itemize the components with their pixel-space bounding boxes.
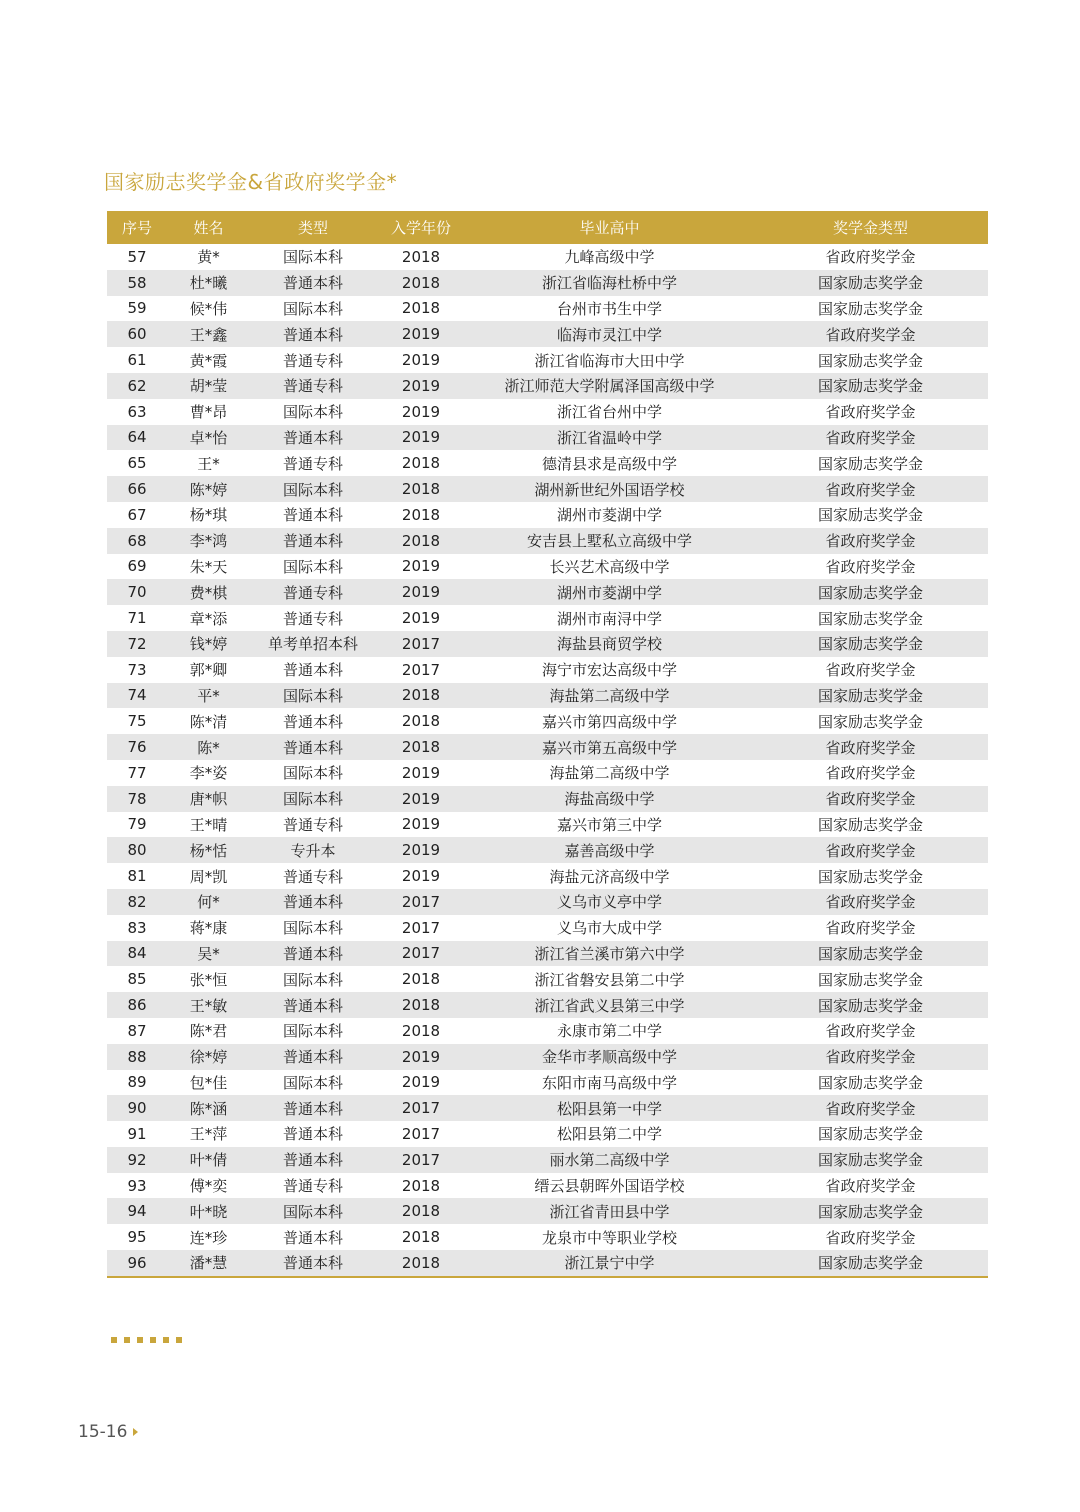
cell-name: 章*添 [189, 609, 228, 628]
cell-scholarship-type: 国家励志奖学金 [817, 1125, 923, 1144]
header-scholarship-type: 奖学金类型 [753, 211, 988, 244]
header-high-school: 毕业高中 [466, 211, 753, 244]
cell-type: 普通本科 [282, 1125, 343, 1144]
cell-scholarship-type: 国家励志奖学金 [817, 609, 923, 628]
cell-enroll-year: 2019 [401, 867, 441, 886]
cell-high-school: 浙江景宁中学 [466, 1250, 753, 1276]
cell-enroll-year: 2019 [376, 321, 466, 347]
cell-high-school: 龙泉市中等职业学校 [541, 1228, 677, 1247]
header-index: 序号 [107, 211, 167, 244]
cell-high-school: 浙江省临海杜桥中学 [466, 270, 753, 296]
cell-index: 66 [107, 476, 167, 502]
cell-index: 69 [127, 557, 147, 576]
cell-name: 徐*婷 [167, 1044, 250, 1070]
cell-high-school: 湖州市南浔中学 [556, 609, 662, 628]
cell-enroll-year: 2019 [401, 609, 441, 628]
cell-name: 朱*天 [189, 557, 228, 576]
cell-enroll-year: 2018 [401, 505, 441, 524]
cell-index: 95 [127, 1228, 147, 1247]
table-row [107, 992, 988, 1018]
table-row [107, 1224, 988, 1250]
cell-type: 国际本科 [250, 786, 376, 812]
cell-name: 杨*琪 [189, 506, 228, 525]
cell-scholarship-type: 国家励志奖学金 [753, 270, 988, 296]
cell-type: 国际本科 [282, 970, 343, 989]
cell-enroll-year: 2018 [376, 683, 466, 709]
table-row [107, 476, 988, 502]
cell-index: 64 [107, 425, 167, 451]
cell-high-school: 嘉兴市第四高级中学 [541, 712, 677, 731]
cell-enroll-year: 2018 [376, 734, 466, 760]
cell-enroll-year: 2019 [401, 763, 441, 782]
cell-name: 张*恒 [189, 970, 228, 989]
cell-scholarship-type: 省政府奖学金 [753, 476, 988, 502]
cell-name: 陈*清 [189, 712, 228, 731]
cell-type: 普通本科 [250, 1095, 376, 1121]
cell-enroll-year: 2019 [401, 402, 441, 421]
cell-high-school: 长兴艺术高级中学 [549, 557, 670, 576]
table-header-row [107, 211, 988, 244]
cell-enroll-year: 2019 [376, 1044, 466, 1070]
cell-type: 国际本科 [282, 248, 343, 267]
cell-scholarship-type: 省政府奖学金 [825, 919, 916, 938]
table-row [107, 373, 988, 399]
cell-name: 曹*昂 [189, 403, 228, 422]
page-number [78, 1422, 138, 1442]
cell-scholarship-type: 省政府奖学金 [825, 764, 916, 783]
table-row [107, 399, 988, 425]
table-row [107, 347, 988, 373]
table-row [107, 683, 988, 709]
cell-high-school: 松阳县第一中学 [466, 1095, 753, 1121]
cell-high-school: 浙江省青田县中学 [466, 1198, 753, 1224]
table-row [107, 1044, 988, 1070]
table-row [107, 1173, 988, 1199]
cell-index: 61 [127, 351, 147, 370]
cell-high-school: 浙江省武义县第三中学 [466, 992, 753, 1018]
cell-type: 国际本科 [282, 403, 343, 422]
cell-scholarship-type: 省政府奖学金 [753, 837, 988, 863]
cell-index: 74 [107, 683, 167, 709]
table-row [107, 863, 988, 889]
cell-scholarship-type: 国家励志奖学金 [753, 1250, 988, 1276]
table-row [107, 915, 988, 941]
cell-scholarship-type: 国家励志奖学金 [753, 373, 988, 399]
cell-enroll-year: 2019 [401, 815, 441, 834]
cell-scholarship-type: 国家励志奖学金 [817, 970, 923, 989]
table-row [107, 1070, 988, 1096]
cell-high-school: 丽水第二高级中学 [466, 1147, 753, 1173]
table-row [107, 1250, 988, 1276]
page-number-text: 15-16 [78, 1422, 128, 1442]
cell-index: 73 [127, 660, 147, 679]
cell-index: 65 [127, 454, 147, 473]
cell-index: 89 [127, 1073, 147, 1092]
cell-high-school: 德清县求是高级中学 [541, 454, 677, 473]
cell-scholarship-type: 国家励志奖学金 [753, 579, 988, 605]
cell-name: 胡*莹 [167, 373, 250, 399]
header-name: 姓名 [167, 211, 250, 244]
cell-enroll-year: 2018 [401, 299, 441, 318]
cell-scholarship-type: 国家励志奖学金 [817, 454, 923, 473]
cell-scholarship-type: 省政府奖学金 [825, 1228, 916, 1247]
table-row [107, 450, 988, 476]
cell-type: 国际本科 [250, 683, 376, 709]
cell-enroll-year: 2019 [401, 1073, 441, 1092]
cell-type: 普通专科 [282, 815, 343, 834]
cell-index: 57 [127, 247, 147, 266]
cell-type: 国际本科 [250, 476, 376, 502]
cell-name: 叶*倩 [167, 1147, 250, 1173]
cell-type: 单考单招本科 [250, 631, 376, 657]
cell-type: 普通本科 [282, 712, 343, 731]
cell-enroll-year: 2018 [401, 1228, 441, 1247]
cell-type: 普通本科 [250, 528, 376, 554]
cell-high-school: 浙江师范大学附属泽国高级中学 [466, 373, 753, 399]
table-row [107, 605, 988, 631]
cell-type: 国际本科 [282, 1022, 343, 1041]
cell-scholarship-type: 省政府奖学金 [825, 1177, 916, 1196]
cell-enroll-year: 2018 [376, 528, 466, 554]
table-row [107, 889, 988, 915]
cell-high-school: 缙云县朝晖外国语学校 [534, 1177, 685, 1196]
cell-enroll-year: 2018 [376, 1250, 466, 1276]
cell-type: 普通本科 [250, 321, 376, 347]
cell-high-school: 湖州新世纪外国语学校 [466, 476, 753, 502]
table-row [107, 528, 988, 554]
cell-name: 王*晴 [189, 815, 228, 834]
table-row [107, 708, 988, 734]
table-row [107, 321, 988, 347]
cell-name: 王*敏 [167, 992, 250, 1018]
cell-index: 81 [127, 867, 147, 886]
table-row [107, 502, 988, 528]
table-row [107, 657, 988, 683]
table-row [107, 554, 988, 580]
cell-high-school: 海宁市宏达高级中学 [541, 661, 677, 680]
cell-name: 陈* [167, 734, 250, 760]
cell-enroll-year: 2017 [376, 1147, 466, 1173]
cell-scholarship-type: 国家励志奖学金 [753, 1198, 988, 1224]
cell-scholarship-type: 省政府奖学金 [753, 1044, 988, 1070]
cell-name: 李*姿 [189, 764, 228, 783]
cell-enroll-year: 2017 [376, 889, 466, 915]
cell-index: 90 [107, 1095, 167, 1121]
cell-type: 国际本科 [282, 764, 343, 783]
cell-name: 傅*奕 [189, 1177, 228, 1196]
cell-high-school: 东阳市南马高级中学 [541, 1073, 677, 1092]
cell-name: 包*佳 [189, 1073, 228, 1092]
cell-enroll-year: 2019 [376, 837, 466, 863]
table-row [107, 812, 988, 838]
cell-name: 王*萍 [189, 1125, 228, 1144]
cell-name: 何* [167, 889, 250, 915]
cell-scholarship-type: 国家励志奖学金 [753, 683, 988, 709]
table-row [107, 631, 988, 657]
cell-high-school: 海盐元济高级中学 [549, 867, 670, 886]
cell-index: 76 [107, 734, 167, 760]
cell-enroll-year: 2018 [376, 476, 466, 502]
triangle-right-icon [133, 1428, 138, 1436]
cell-type: 普通本科 [250, 889, 376, 915]
cell-type: 普通本科 [250, 1147, 376, 1173]
cell-enroll-year: 2018 [376, 270, 466, 296]
cell-type: 国际本科 [282, 299, 343, 318]
cell-scholarship-type: 国家励志奖学金 [753, 992, 988, 1018]
cell-high-school: 浙江省温岭中学 [466, 425, 753, 451]
cell-enroll-year: 2017 [401, 660, 441, 679]
cell-scholarship-type: 省政府奖学金 [753, 889, 988, 915]
cell-index: 58 [107, 270, 167, 296]
cell-enroll-year: 2017 [376, 941, 466, 967]
table-row [107, 837, 988, 863]
cell-name: 唐*帜 [167, 786, 250, 812]
cell-high-school: 义乌市义亭中学 [466, 889, 753, 915]
cell-index: 63 [127, 402, 147, 421]
cell-high-school: 嘉兴市第五高级中学 [466, 734, 753, 760]
table-row [107, 734, 988, 760]
cell-scholarship-type: 省政府奖学金 [753, 425, 988, 451]
cell-type: 普通专科 [282, 351, 343, 370]
cell-scholarship-type: 国家励志奖学金 [753, 1147, 988, 1173]
cell-index: 80 [107, 837, 167, 863]
cell-scholarship-type: 省政府奖学金 [753, 734, 988, 760]
cell-high-school: 九峰高级中学 [564, 248, 655, 267]
cell-scholarship-type: 国家励志奖学金 [817, 506, 923, 525]
cell-high-school: 浙江省兰溪市第六中学 [466, 941, 753, 967]
table-row [107, 941, 988, 967]
cell-scholarship-type: 国家励志奖学金 [817, 815, 923, 834]
cell-type: 专升本 [250, 837, 376, 863]
cell-high-school: 浙江省台州中学 [556, 403, 662, 422]
cell-index: 60 [107, 321, 167, 347]
cell-enroll-year: 2019 [401, 351, 441, 370]
cell-type: 普通本科 [282, 661, 343, 680]
table-row [107, 1018, 988, 1044]
cell-enroll-year: 2018 [401, 970, 441, 989]
cell-enroll-year: 2018 [401, 712, 441, 731]
cell-scholarship-type: 省政府奖学金 [825, 661, 916, 680]
table-row [107, 296, 988, 322]
cell-type: 普通本科 [282, 506, 343, 525]
cell-type: 普通专科 [282, 609, 343, 628]
cell-name: 潘*慧 [167, 1250, 250, 1276]
cell-enroll-year: 2019 [376, 579, 466, 605]
cell-name: 郭*卿 [189, 661, 228, 680]
cell-index: 75 [127, 712, 147, 731]
cell-type: 普通本科 [250, 1044, 376, 1070]
table-row [107, 966, 988, 992]
cell-type: 普通本科 [250, 941, 376, 967]
cell-name: 黄*霞 [189, 351, 228, 370]
cell-name: 黄* [197, 248, 220, 267]
table-body [107, 244, 988, 1276]
cell-scholarship-type: 省政府奖学金 [753, 1095, 988, 1121]
cell-index: 94 [107, 1198, 167, 1224]
table-row [107, 1147, 988, 1173]
cell-name: 平* [167, 683, 250, 709]
cell-type: 普通本科 [250, 992, 376, 1018]
cell-scholarship-type: 国家励志奖学金 [817, 1073, 923, 1092]
cell-enroll-year: 2018 [401, 247, 441, 266]
cell-index: 82 [107, 889, 167, 915]
cell-scholarship-type: 国家励志奖学金 [817, 299, 923, 318]
cell-name: 吴* [167, 941, 250, 967]
cell-index: 62 [107, 373, 167, 399]
cell-enroll-year: 2018 [376, 992, 466, 1018]
table-row [107, 270, 988, 296]
cell-high-school: 临海市灵江中学 [466, 321, 753, 347]
cell-index: 96 [107, 1250, 167, 1276]
cell-name: 连*珍 [189, 1228, 228, 1247]
cell-scholarship-type: 省政府奖学金 [753, 528, 988, 554]
cell-scholarship-type: 国家励志奖学金 [753, 631, 988, 657]
cell-index: 70 [107, 579, 167, 605]
table-row [107, 1095, 988, 1121]
cell-index: 83 [127, 918, 147, 937]
cell-index: 77 [127, 763, 147, 782]
cell-name: 李*鸿 [167, 528, 250, 554]
cell-index: 88 [107, 1044, 167, 1070]
cell-enroll-year: 2018 [401, 454, 441, 473]
cell-scholarship-type: 省政府奖学金 [753, 786, 988, 812]
cell-type: 普通本科 [282, 1228, 343, 1247]
cell-type: 普通专科 [282, 867, 343, 886]
cell-high-school: 浙江省磐安县第二中学 [534, 970, 685, 989]
cell-name: 费*棋 [167, 579, 250, 605]
table-row [107, 786, 988, 812]
cell-type: 普通专科 [282, 1177, 343, 1196]
header-type: 类型 [250, 211, 376, 244]
cell-high-school: 义乌市大成中学 [556, 919, 662, 938]
cell-index: 71 [127, 609, 147, 628]
cell-high-school: 海盐县商贸学校 [466, 631, 753, 657]
cell-high-school: 台州市书生中学 [556, 299, 662, 318]
cell-scholarship-type: 国家励志奖学金 [817, 351, 923, 370]
cell-type: 国际本科 [282, 1073, 343, 1092]
cell-high-school: 湖州市菱湖中学 [466, 579, 753, 605]
cell-enroll-year: 2019 [376, 786, 466, 812]
cell-name: 候*伟 [189, 299, 228, 318]
cell-type: 普通本科 [250, 270, 376, 296]
cell-name: 陈*涵 [167, 1095, 250, 1121]
cell-name: 杨*恬 [167, 837, 250, 863]
table-row [107, 425, 988, 451]
cell-name: 杜*曦 [167, 270, 250, 296]
cell-high-school: 海盐第二高级中学 [549, 764, 670, 783]
cell-high-school: 海盐第二高级中学 [466, 683, 753, 709]
cell-enroll-year: 2017 [376, 1095, 466, 1121]
cell-enroll-year: 2017 [401, 1124, 441, 1143]
cell-scholarship-type: 省政府奖学金 [753, 321, 988, 347]
cell-type: 普通本科 [250, 734, 376, 760]
cell-enroll-year: 2018 [401, 1176, 441, 1195]
cell-high-school: 松阳县第二中学 [556, 1125, 662, 1144]
cell-index: 68 [107, 528, 167, 554]
cell-name: 陈*婷 [167, 476, 250, 502]
cell-name: 钱*婷 [167, 631, 250, 657]
cell-enroll-year: 2018 [401, 1021, 441, 1040]
cell-scholarship-type: 省政府奖学金 [825, 1022, 916, 1041]
cell-enroll-year: 2017 [401, 918, 441, 937]
cell-index: 78 [107, 786, 167, 812]
cell-type: 普通专科 [250, 579, 376, 605]
cell-name: 叶*晓 [167, 1198, 250, 1224]
cell-enroll-year: 2019 [376, 425, 466, 451]
cell-index: 91 [127, 1124, 147, 1143]
cell-name: 王* [197, 454, 220, 473]
cell-enroll-year: 2017 [376, 631, 466, 657]
cell-scholarship-type: 国家励志奖学金 [753, 941, 988, 967]
cell-type: 国际本科 [250, 1198, 376, 1224]
header-enroll-year: 入学年份 [376, 211, 466, 244]
cell-index: 84 [107, 941, 167, 967]
table-row [107, 1198, 988, 1224]
cell-index: 72 [107, 631, 167, 657]
cell-index: 79 [127, 815, 147, 834]
cell-high-school: 浙江省临海市大田中学 [534, 351, 685, 370]
cell-type: 普通本科 [250, 425, 376, 451]
cell-name: 卓*怡 [167, 425, 250, 451]
cell-enroll-year: 2019 [401, 557, 441, 576]
cell-name: 周*凯 [189, 867, 228, 886]
cell-high-school: 湖州市菱湖中学 [556, 506, 662, 525]
scholarship-table [107, 211, 988, 1278]
cell-scholarship-type: 省政府奖学金 [825, 557, 916, 576]
cell-type: 普通专科 [250, 373, 376, 399]
table-row [107, 579, 988, 605]
cell-scholarship-type: 省政府奖学金 [825, 248, 916, 267]
cell-name: 陈*君 [189, 1022, 228, 1041]
cell-type: 普通本科 [250, 1250, 376, 1276]
cell-index: 92 [107, 1147, 167, 1173]
cell-index: 67 [127, 505, 147, 524]
cell-name: 蒋*康 [189, 919, 228, 938]
cell-high-school: 嘉善高级中学 [466, 837, 753, 863]
table-row [107, 1121, 988, 1147]
cell-index: 86 [107, 992, 167, 1018]
cell-type: 普通专科 [282, 454, 343, 473]
cell-scholarship-type: 省政府奖学金 [825, 403, 916, 422]
cell-index: 59 [127, 299, 147, 318]
cell-index: 85 [127, 970, 147, 989]
cell-high-school: 海盐高级中学 [466, 786, 753, 812]
cell-enroll-year: 2018 [376, 1198, 466, 1224]
page-title: 国家励志奖学金&省政府奖学金* [104, 170, 398, 194]
cell-index: 93 [127, 1176, 147, 1195]
decorative-dots [111, 1337, 182, 1343]
cell-enroll-year: 2019 [376, 373, 466, 399]
cell-type: 国际本科 [282, 557, 343, 576]
cell-name: 王*鑫 [167, 321, 250, 347]
table-row [107, 244, 988, 270]
table-row [107, 760, 988, 786]
cell-high-school: 金华市孝顺高级中学 [466, 1044, 753, 1070]
cell-index: 87 [127, 1021, 147, 1040]
cell-scholarship-type: 国家励志奖学金 [817, 712, 923, 731]
cell-scholarship-type: 国家励志奖学金 [817, 867, 923, 886]
cell-high-school: 永康市第二中学 [556, 1022, 662, 1041]
cell-high-school: 嘉兴市第三中学 [556, 815, 662, 834]
cell-type: 国际本科 [282, 919, 343, 938]
cell-high-school: 安吉县上墅私立高级中学 [466, 528, 753, 554]
